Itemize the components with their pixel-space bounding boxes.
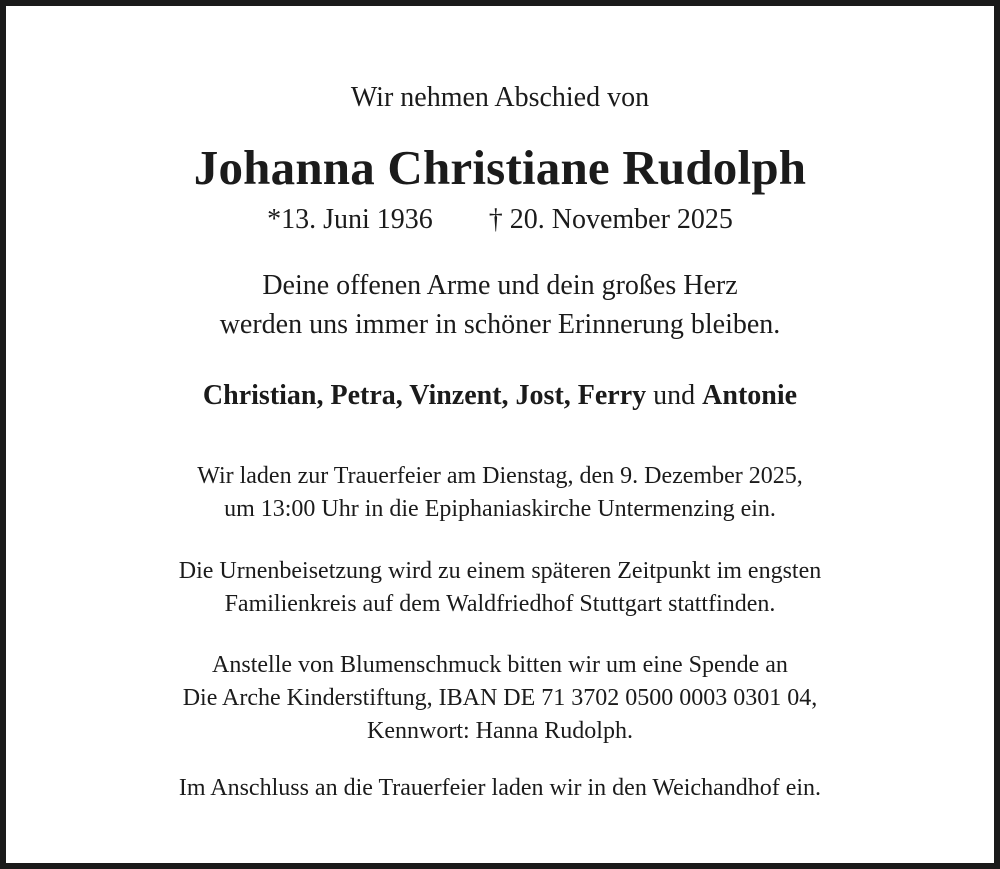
verse-line-2: werden uns immer in schöner Erinnerung bleiben. [219,309,781,340]
family-names: Christian, Petra, Vinzent, Jost, Ferry [202,380,647,411]
family-connector: und [646,380,703,411]
family-last-name: Antonie [702,380,798,411]
life-dates [6,203,994,237]
death-date: † 20. November 2025 [488,204,733,235]
intro-text: Wir nehmen Abschied von [350,82,650,113]
family-signature [6,379,994,413]
birth-date: *13. Juni 1936 [267,204,433,235]
reception-text: Im Anschluss an die Trauerfeier laden wir in den Weichandhof ein. [178,775,822,801]
burial-line-2: Familienkreis auf dem Waldfriedhof Stuttgart stattfinden. [224,591,776,617]
burial-line-1: Die Urnenbeisetzung wird zu einem späteren Zeitpunkt im engsten [178,558,822,584]
ceremony-line-2: um 13:00 Uhr in die Epiphaniaskirche Untermenzing ein. [224,496,776,522]
donation-line-2: Die Arche Kinderstiftung, IBAN DE 71 3702 0500 0003 0301 04, [182,685,818,711]
ceremony-line-1: Wir laden zur Trauerfeier am Dienstag, den 9. Dezember 2025, [197,463,803,489]
donation-line-1: Anstelle von Blumenschmuck bitten wir um eine Spende an [212,652,788,678]
verse-line-1: Deine offenen Arme und dein großes Herz [262,270,738,301]
deceased-name: Johanna Christiane Rudolph [193,140,807,195]
donation-line-3: Kennwort: Hanna Rudolph. [367,718,633,744]
